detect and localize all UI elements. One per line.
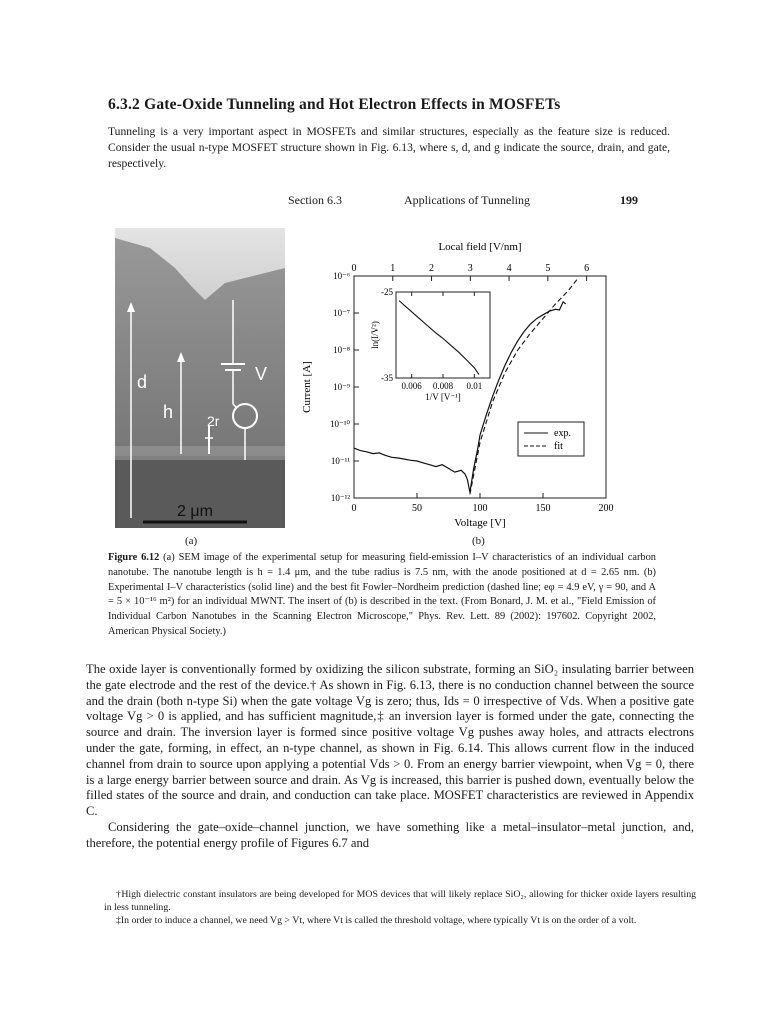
- sem-illustration: [115, 228, 285, 528]
- label-v: V: [255, 364, 268, 384]
- top-tick-label: 5: [545, 263, 551, 274]
- legend-box: [518, 422, 584, 456]
- inset-x-tick-label: 0.006: [401, 381, 422, 391]
- footnotes: [104, 888, 696, 927]
- section-heading: 6.3.2 Gate-Oxide Tunneling and Hot Electron Effects in MOSFETs: [108, 96, 561, 113]
- running-head: [108, 193, 638, 209]
- y-tick-label: 10⁻¹²: [330, 493, 350, 503]
- scale-bar-label: 2 μm: [177, 503, 213, 520]
- top-tick-label: 3: [467, 263, 473, 274]
- inset-x-tick-label: 0.01: [466, 381, 483, 391]
- y-tick-label: 10⁻⁷: [333, 308, 350, 318]
- inset-frame: [396, 292, 490, 378]
- iv-chart: [296, 236, 626, 532]
- inset-y-tick-label: -25: [381, 287, 393, 297]
- x-tick-label: 200: [598, 503, 614, 514]
- x-tick-label: 50: [412, 503, 422, 514]
- top-tick-label: 1: [390, 263, 396, 274]
- top-tick-label: 4: [506, 263, 512, 274]
- top-tick-label: 2: [429, 263, 435, 274]
- top-tick-label: 0: [351, 263, 357, 274]
- y-tick-label: 10⁻⁹: [333, 382, 350, 392]
- figure-caption-text: (a) SEM image of the experimental setup for measuring field-emission I–V characteristics of an individual carbon nanotube. The nanotube length is h = 1.4 μm, and the tube radius is 7.5 nm, with the anode positioned at d = 2.65 nm. (b) Experimental I–V characteristics (solid line) and the best fit Fowler–Nordheim prediction (dashed line; eφ = 4.9 eV, γ = 90, and A = 5 × 10⁻¹⁶ m²) for an individual MWNT. The insert of (b) is described in the text. (From Bonard, J. M. et al., "Field Emission of Individual Carbon Nanotubes in the Scanning Electron Microscope," Phys. Rev. Lett. 89 (2002): 197602. Copyright 2002, American Physical Society.): [108, 552, 657, 637]
- inset-y-tick-label: -35: [381, 373, 393, 383]
- x-tick-label: 0: [351, 503, 357, 514]
- anode-tip: [115, 228, 285, 300]
- inset-x-tick-label: 0.008: [432, 381, 454, 391]
- intro-paragraph: Tunneling is a very important aspect in MOSFETs and similar structures, especially as the feature size is reduced. Consider the usual n-type MOSFET structure shown in Fig. 6.13, where s, d, and g indicate the source, drain, and gate, respectively.: [108, 125, 670, 170]
- running-head-section: Section 6.3: [288, 193, 342, 207]
- y-tick-label: 10⁻⁶: [333, 271, 350, 281]
- label-2r: 2r: [207, 413, 220, 429]
- sem-image: [115, 228, 285, 528]
- page-number: 199: [620, 193, 638, 207]
- panel-a-label: (a): [185, 535, 198, 547]
- x-tick-label: 100: [472, 503, 488, 514]
- x-axis-label: Voltage [V]: [454, 517, 506, 529]
- x-tick-label: 150: [535, 503, 551, 514]
- label-h: h: [163, 402, 174, 422]
- legend-label: fit: [554, 441, 563, 452]
- y-axis-label: Current [A]: [301, 361, 313, 413]
- body-paragraph: Considering the gate–oxide–channel junction, we have something like a metal–insulator–metal junction, and, therefore, the potential energy profile of Figures 6.7 and: [86, 819, 694, 850]
- body-paragraph: The oxide layer is conventionally formed by oxidizing the silicon substrate, forming an SiO₂ insulating barrier between the gate electrode and the rest of the device.† As shown in Fig. 6.13, there is no conduction channel between the source and the drain (both n-type Si) when the gate voltage Vg is zero; thus, Ids = 0 irrespective of Vds. When a positive gate voltage Vg > 0 is applied, and has sufficient magnitude,‡ an inversion layer is formed under the gate, connecting the source and drain. The inversion layer is formed since positive voltage Vg pushes away holes, and attracts electrons under the gate, forming, in effect, an n-type channel, as shown in Fig. 6.14. This allows current flow in the induced channel from drain to source upon applying a potential Vds > 0. From an energy barrier viewpoint, when Vg = 0, there is a large energy barrier between source and drain. As Vg is increased, this barrier is pushed down, eventually below the filled states of the source and drain, and conduction can take place. MOSFET characteristics are reviewed in Appendix C.: [86, 662, 694, 819]
- figure-caption-lead: Figure 6.12: [108, 552, 160, 563]
- inset-y-label: ln(I/V²): [370, 321, 380, 349]
- footnote: †High dielectric constant insulators are being developed for MOS devices that will likely replace SiO₂, allowing for thicker oxide layers resulting in less tunneling.: [104, 889, 696, 913]
- top-axis-label: Local field [V/nm]: [438, 241, 522, 253]
- running-head-title: Applications of Tunneling: [404, 193, 531, 207]
- body-text: [86, 662, 694, 852]
- panel-b-label: (b): [472, 535, 485, 547]
- figure-caption: [108, 551, 656, 640]
- label-d: d: [137, 372, 148, 392]
- top-tick-label: 6: [584, 263, 590, 274]
- y-tick-label: 10⁻⁸: [333, 345, 350, 355]
- inset-x-label: 1/V [V⁻¹]: [425, 392, 461, 402]
- legend-label: exp.: [554, 428, 571, 439]
- y-tick-label: 10⁻¹¹: [330, 456, 350, 466]
- footnote: ‡In order to induce a channel, we need Vg > Vt, where Vt is called the threshold voltage, where typically Vt is on the order of a volt.: [116, 915, 637, 926]
- y-tick-label: 10⁻¹⁰: [329, 419, 350, 429]
